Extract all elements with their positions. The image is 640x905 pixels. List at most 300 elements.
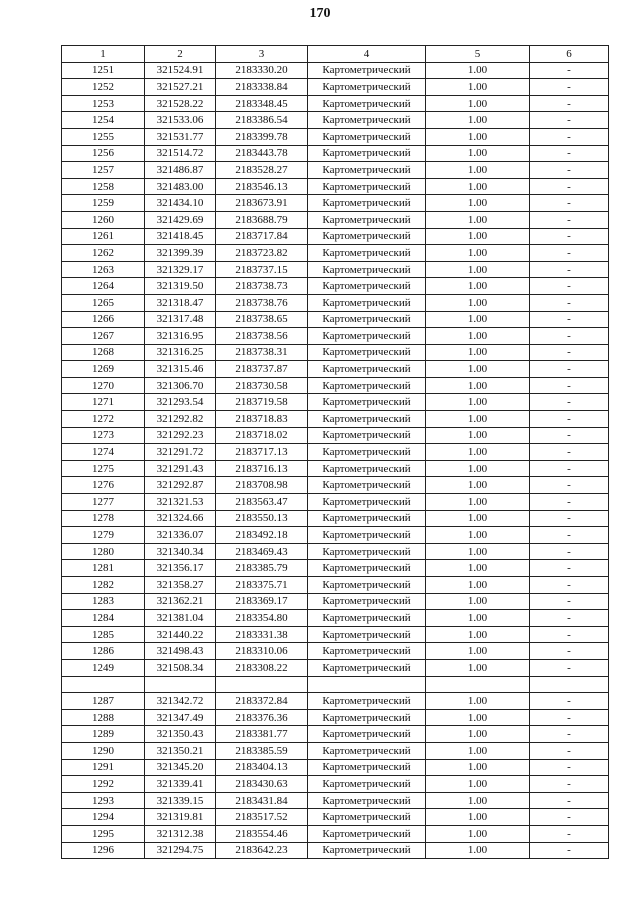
point-number-cell: 1288	[62, 709, 145, 726]
x-coordinate-cell: 321336.07	[145, 527, 216, 544]
x-coordinate-cell: 321347.49	[145, 709, 216, 726]
table-row	[62, 377, 609, 394]
y-coordinate-cell: 2183738.56	[216, 328, 308, 345]
accuracy-cell: 1.00	[426, 643, 530, 660]
note-cell: -	[530, 79, 609, 96]
y-coordinate-cell: 2183550.13	[216, 510, 308, 527]
point-number-cell: 1265	[62, 294, 145, 311]
accuracy-cell: 1.00	[426, 477, 530, 494]
y-coordinate-cell: 2183737.87	[216, 361, 308, 378]
x-coordinate-cell: 321293.54	[145, 394, 216, 411]
y-coordinate-cell: 2183642.23	[216, 842, 308, 859]
x-coordinate-cell: 321531.77	[145, 128, 216, 145]
point-number-cell: 1274	[62, 444, 145, 461]
point-number-cell: 1262	[62, 245, 145, 262]
note-cell: -	[530, 361, 609, 378]
x-coordinate-cell: 321381.04	[145, 610, 216, 627]
accuracy-cell: 1.00	[426, 809, 530, 826]
x-coordinate-cell: 321339.15	[145, 792, 216, 809]
table-row	[62, 560, 609, 577]
x-coordinate-cell: 321342.72	[145, 693, 216, 710]
accuracy-cell: 1.00	[426, 112, 530, 129]
method-cell: Картометрический	[308, 328, 426, 345]
table-row	[62, 494, 609, 511]
table-row	[62, 626, 609, 643]
point-number-cell: 1285	[62, 626, 145, 643]
table-row	[62, 792, 609, 809]
method-cell: Картометрический	[308, 610, 426, 627]
y-coordinate-cell: 2183716.13	[216, 460, 308, 477]
point-number-cell: 1276	[62, 477, 145, 494]
method-cell: Картометрический	[308, 145, 426, 162]
accuracy-cell: 1.00	[426, 228, 530, 245]
x-coordinate-cell: 321399.39	[145, 245, 216, 262]
point-number-cell: 1278	[62, 510, 145, 527]
x-coordinate-cell: 321318.47	[145, 294, 216, 311]
x-coordinate-cell: 321362.21	[145, 593, 216, 610]
accuracy-cell: 1.00	[426, 394, 530, 411]
method-cell: Картометрический	[308, 261, 426, 278]
accuracy-cell: 1.00	[426, 344, 530, 361]
y-coordinate-cell: 2183554.46	[216, 825, 308, 842]
method-cell: Картометрический	[308, 95, 426, 112]
method-cell: Картометрический	[308, 759, 426, 776]
y-coordinate-cell: 2183308.22	[216, 659, 308, 676]
note-cell: -	[530, 527, 609, 544]
accuracy-cell: 1.00	[426, 377, 530, 394]
y-coordinate-cell: 2183338.84	[216, 79, 308, 96]
note-cell: -	[530, 543, 609, 560]
point-number-cell: 1287	[62, 693, 145, 710]
point-number-cell: 1266	[62, 311, 145, 328]
method-cell: Картометрический	[308, 825, 426, 842]
table-row	[62, 427, 609, 444]
table-row	[62, 245, 609, 262]
accuracy-cell: 1.00	[426, 245, 530, 262]
method-cell: Картометрический	[308, 294, 426, 311]
y-coordinate-cell: 2183310.06	[216, 643, 308, 660]
y-coordinate-cell: 2183738.73	[216, 278, 308, 295]
accuracy-cell: 1.00	[426, 328, 530, 345]
y-coordinate-cell: 2183717.13	[216, 444, 308, 461]
method-cell: Картометрический	[308, 245, 426, 262]
method-cell: Картометрический	[308, 112, 426, 129]
table-row	[62, 162, 609, 179]
x-coordinate-cell: 321350.21	[145, 742, 216, 759]
note-cell: -	[530, 809, 609, 826]
note-cell: -	[530, 494, 609, 511]
point-number-cell: 1291	[62, 759, 145, 776]
method-cell: Картометрический	[308, 460, 426, 477]
accuracy-cell	[426, 676, 530, 693]
coordinates-table	[61, 45, 609, 859]
accuracy-cell: 1.00	[426, 726, 530, 743]
table-row	[62, 178, 609, 195]
method-cell: Картометрический	[308, 427, 426, 444]
point-number-cell: 1279	[62, 527, 145, 544]
x-coordinate-cell: 321292.82	[145, 411, 216, 428]
y-coordinate-cell: 2183348.45	[216, 95, 308, 112]
note-cell: -	[530, 62, 609, 79]
y-coordinate-cell: 2183730.58	[216, 377, 308, 394]
note-cell: -	[530, 377, 609, 394]
note-cell: -	[530, 178, 609, 195]
method-cell: Картометрический	[308, 510, 426, 527]
method-cell: Картометрический	[308, 344, 426, 361]
accuracy-cell: 1.00	[426, 411, 530, 428]
y-coordinate-cell: 2183546.13	[216, 178, 308, 195]
column-header-1: 1	[62, 46, 145, 63]
x-coordinate-cell: 321291.72	[145, 444, 216, 461]
note-cell	[530, 676, 609, 693]
method-cell: Картометрический	[308, 361, 426, 378]
accuracy-cell: 1.00	[426, 527, 530, 544]
note-cell: -	[530, 278, 609, 295]
x-coordinate-cell: 321317.48	[145, 311, 216, 328]
table-row	[62, 527, 609, 544]
x-coordinate-cell: 321486.87	[145, 162, 216, 179]
accuracy-cell: 1.00	[426, 593, 530, 610]
note-cell: -	[530, 95, 609, 112]
method-cell: Картометрический	[308, 742, 426, 759]
accuracy-cell: 1.00	[426, 145, 530, 162]
point-number-cell: 1259	[62, 195, 145, 212]
method-cell: Картометрический	[308, 477, 426, 494]
y-coordinate-cell: 2183430.63	[216, 776, 308, 793]
method-cell: Картометрический	[308, 311, 426, 328]
note-cell: -	[530, 427, 609, 444]
table-row	[62, 394, 609, 411]
table-row	[62, 693, 609, 710]
table-row	[62, 842, 609, 859]
note-cell: -	[530, 294, 609, 311]
table-row	[62, 261, 609, 278]
x-coordinate-cell: 321292.87	[145, 477, 216, 494]
method-cell: Картометрический	[308, 377, 426, 394]
method-cell: Картометрический	[308, 809, 426, 826]
point-number-cell: 1292	[62, 776, 145, 793]
note-cell: -	[530, 759, 609, 776]
x-coordinate-cell: 321316.95	[145, 328, 216, 345]
note-cell: -	[530, 128, 609, 145]
y-coordinate-cell: 2183718.83	[216, 411, 308, 428]
method-cell: Картометрический	[308, 527, 426, 544]
point-number-cell: 1281	[62, 560, 145, 577]
y-coordinate-cell: 2183386.54	[216, 112, 308, 129]
point-number-cell: 1272	[62, 411, 145, 428]
accuracy-cell: 1.00	[426, 543, 530, 560]
accuracy-cell: 1.00	[426, 742, 530, 759]
accuracy-cell: 1.00	[426, 494, 530, 511]
table-row	[62, 211, 609, 228]
method-cell: Картометрический	[308, 228, 426, 245]
y-coordinate-cell: 2183492.18	[216, 527, 308, 544]
x-coordinate-cell: 321321.53	[145, 494, 216, 511]
note-cell: -	[530, 162, 609, 179]
note-cell: -	[530, 211, 609, 228]
note-cell: -	[530, 842, 609, 859]
point-number-cell: 1254	[62, 112, 145, 129]
x-coordinate-cell: 321527.21	[145, 79, 216, 96]
accuracy-cell: 1.00	[426, 759, 530, 776]
x-coordinate-cell: 321291.43	[145, 460, 216, 477]
point-number-cell: 1249	[62, 659, 145, 676]
method-cell: Картометрический	[308, 776, 426, 793]
accuracy-cell: 1.00	[426, 825, 530, 842]
x-coordinate-cell	[145, 676, 216, 693]
x-coordinate-cell: 321294.75	[145, 842, 216, 859]
point-number-cell: 1261	[62, 228, 145, 245]
y-coordinate-cell: 2183431.84	[216, 792, 308, 809]
note-cell: -	[530, 344, 609, 361]
x-coordinate-cell: 321508.34	[145, 659, 216, 676]
accuracy-cell: 1.00	[426, 626, 530, 643]
note-cell: -	[530, 825, 609, 842]
point-number-cell: 1260	[62, 211, 145, 228]
x-coordinate-cell: 321339.41	[145, 776, 216, 793]
point-number-cell: 1290	[62, 742, 145, 759]
page-number: 170	[309, 6, 331, 21]
y-coordinate-cell: 2183717.84	[216, 228, 308, 245]
x-coordinate-cell: 321429.69	[145, 211, 216, 228]
note-cell: -	[530, 394, 609, 411]
accuracy-cell: 1.00	[426, 361, 530, 378]
x-coordinate-cell: 321316.25	[145, 344, 216, 361]
table-row	[62, 95, 609, 112]
point-number-cell: 1280	[62, 543, 145, 560]
y-coordinate-cell: 2183737.15	[216, 261, 308, 278]
y-coordinate-cell: 2183372.84	[216, 693, 308, 710]
note-cell: -	[530, 626, 609, 643]
table-row	[62, 676, 609, 693]
table-row	[62, 79, 609, 96]
table-row	[62, 361, 609, 378]
method-cell: Картометрический	[308, 543, 426, 560]
note-cell: -	[530, 510, 609, 527]
y-coordinate-cell: 2183330.20	[216, 62, 308, 79]
table-row	[62, 344, 609, 361]
point-number-cell: 1269	[62, 361, 145, 378]
point-number-cell: 1282	[62, 577, 145, 594]
table-row	[62, 112, 609, 129]
table-row	[62, 444, 609, 461]
x-coordinate-cell: 321483.00	[145, 178, 216, 195]
column-header-3: 3	[216, 46, 308, 63]
x-coordinate-cell: 321312.38	[145, 825, 216, 842]
note-cell: -	[530, 444, 609, 461]
point-number-cell: 1255	[62, 128, 145, 145]
point-number-cell: 1289	[62, 726, 145, 743]
note-cell: -	[530, 261, 609, 278]
y-coordinate-cell: 2183517.52	[216, 809, 308, 826]
accuracy-cell: 1.00	[426, 693, 530, 710]
method-cell: Картометрический	[308, 411, 426, 428]
x-coordinate-cell: 321528.22	[145, 95, 216, 112]
accuracy-cell: 1.00	[426, 577, 530, 594]
y-coordinate-cell: 2183331.38	[216, 626, 308, 643]
accuracy-cell: 1.00	[426, 510, 530, 527]
accuracy-cell: 1.00	[426, 659, 530, 676]
point-number-cell: 1252	[62, 79, 145, 96]
note-cell: -	[530, 726, 609, 743]
accuracy-cell: 1.00	[426, 444, 530, 461]
table-row	[62, 776, 609, 793]
point-number-cell: 1258	[62, 178, 145, 195]
point-number-cell: 1271	[62, 394, 145, 411]
y-coordinate-cell: 2183673.91	[216, 195, 308, 212]
table-row	[62, 742, 609, 759]
accuracy-cell: 1.00	[426, 460, 530, 477]
method-cell: Картометрический	[308, 62, 426, 79]
y-coordinate-cell: 2183399.78	[216, 128, 308, 145]
point-number-cell: 1284	[62, 610, 145, 627]
point-number-cell: 1267	[62, 328, 145, 345]
note-cell: -	[530, 560, 609, 577]
note-cell: -	[530, 577, 609, 594]
y-coordinate-cell: 2183718.02	[216, 427, 308, 444]
table-row	[62, 460, 609, 477]
table-row	[62, 145, 609, 162]
table-row	[62, 726, 609, 743]
table-row	[62, 610, 609, 627]
method-cell: Картометрический	[308, 842, 426, 859]
method-cell: Картометрический	[308, 709, 426, 726]
point-number-cell: 1251	[62, 62, 145, 79]
note-cell: -	[530, 742, 609, 759]
table-row	[62, 195, 609, 212]
table-row	[62, 643, 609, 660]
method-cell: Картометрический	[308, 693, 426, 710]
note-cell: -	[530, 460, 609, 477]
note-cell: -	[530, 693, 609, 710]
point-number-cell: 1293	[62, 792, 145, 809]
y-coordinate-cell: 2183738.76	[216, 294, 308, 311]
accuracy-cell: 1.00	[426, 278, 530, 295]
accuracy-cell: 1.00	[426, 162, 530, 179]
x-coordinate-cell: 321498.43	[145, 643, 216, 660]
accuracy-cell: 1.00	[426, 610, 530, 627]
y-coordinate-cell: 2183369.17	[216, 593, 308, 610]
x-coordinate-cell: 321524.91	[145, 62, 216, 79]
method-cell: Картометрический	[308, 560, 426, 577]
table-row	[62, 809, 609, 826]
table-row	[62, 759, 609, 776]
point-number-cell: 1277	[62, 494, 145, 511]
column-header-2: 2	[145, 46, 216, 63]
y-coordinate-cell: 2183469.43	[216, 543, 308, 560]
y-coordinate-cell: 2183563.47	[216, 494, 308, 511]
y-coordinate-cell: 2183385.79	[216, 560, 308, 577]
accuracy-cell: 1.00	[426, 178, 530, 195]
method-cell	[308, 676, 426, 693]
x-coordinate-cell: 321319.50	[145, 278, 216, 295]
point-number-cell: 1257	[62, 162, 145, 179]
x-coordinate-cell: 321440.22	[145, 626, 216, 643]
method-cell: Картометрический	[308, 577, 426, 594]
method-cell: Картометрический	[308, 162, 426, 179]
accuracy-cell: 1.00	[426, 311, 530, 328]
note-cell: -	[530, 228, 609, 245]
method-cell: Картометрический	[308, 195, 426, 212]
note-cell: -	[530, 593, 609, 610]
point-number-cell: 1273	[62, 427, 145, 444]
x-coordinate-cell: 321329.17	[145, 261, 216, 278]
note-cell: -	[530, 610, 609, 627]
accuracy-cell: 1.00	[426, 842, 530, 859]
y-coordinate-cell: 2183381.77	[216, 726, 308, 743]
point-number-cell	[62, 676, 145, 693]
point-number-cell: 1283	[62, 593, 145, 610]
x-coordinate-cell: 321358.27	[145, 577, 216, 594]
column-header-5: 5	[426, 46, 530, 63]
y-coordinate-cell: 2183385.59	[216, 742, 308, 759]
accuracy-cell: 1.00	[426, 211, 530, 228]
note-cell: -	[530, 328, 609, 345]
table-row	[62, 510, 609, 527]
x-coordinate-cell: 321356.17	[145, 560, 216, 577]
table-row	[62, 411, 609, 428]
table-body	[62, 62, 609, 859]
note-cell: -	[530, 643, 609, 660]
method-cell: Картометрический	[308, 792, 426, 809]
y-coordinate-cell: 2183738.65	[216, 311, 308, 328]
x-coordinate-cell: 321533.06	[145, 112, 216, 129]
x-coordinate-cell: 321324.66	[145, 510, 216, 527]
accuracy-cell: 1.00	[426, 195, 530, 212]
y-coordinate-cell	[216, 676, 308, 693]
note-cell: -	[530, 411, 609, 428]
method-cell: Картометрический	[308, 626, 426, 643]
point-number-cell: 1263	[62, 261, 145, 278]
point-number-cell: 1270	[62, 377, 145, 394]
method-cell: Картометрический	[308, 444, 426, 461]
accuracy-cell: 1.00	[426, 427, 530, 444]
x-coordinate-cell: 321340.34	[145, 543, 216, 560]
method-cell: Картометрический	[308, 178, 426, 195]
accuracy-cell: 1.00	[426, 709, 530, 726]
y-coordinate-cell: 2183528.27	[216, 162, 308, 179]
accuracy-cell: 1.00	[426, 62, 530, 79]
accuracy-cell: 1.00	[426, 79, 530, 96]
note-cell: -	[530, 477, 609, 494]
table-row	[62, 825, 609, 842]
accuracy-cell: 1.00	[426, 776, 530, 793]
table-row	[62, 659, 609, 676]
table-row	[62, 543, 609, 560]
point-number-cell: 1256	[62, 145, 145, 162]
method-cell: Картометрический	[308, 643, 426, 660]
table-row	[62, 709, 609, 726]
accuracy-cell: 1.00	[426, 128, 530, 145]
note-cell: -	[530, 245, 609, 262]
y-coordinate-cell: 2183354.80	[216, 610, 308, 627]
note-cell: -	[530, 311, 609, 328]
table-row	[62, 593, 609, 610]
method-cell: Картометрический	[308, 659, 426, 676]
table-header-row	[62, 46, 609, 63]
note-cell: -	[530, 112, 609, 129]
method-cell: Картометрический	[308, 211, 426, 228]
method-cell: Картометрический	[308, 494, 426, 511]
method-cell: Картометрический	[308, 394, 426, 411]
point-number-cell: 1286	[62, 643, 145, 660]
column-header-4: 4	[308, 46, 426, 63]
x-coordinate-cell: 321418.45	[145, 228, 216, 245]
y-coordinate-cell: 2183688.79	[216, 211, 308, 228]
table-row	[62, 278, 609, 295]
point-number-cell: 1294	[62, 809, 145, 826]
table-row	[62, 128, 609, 145]
